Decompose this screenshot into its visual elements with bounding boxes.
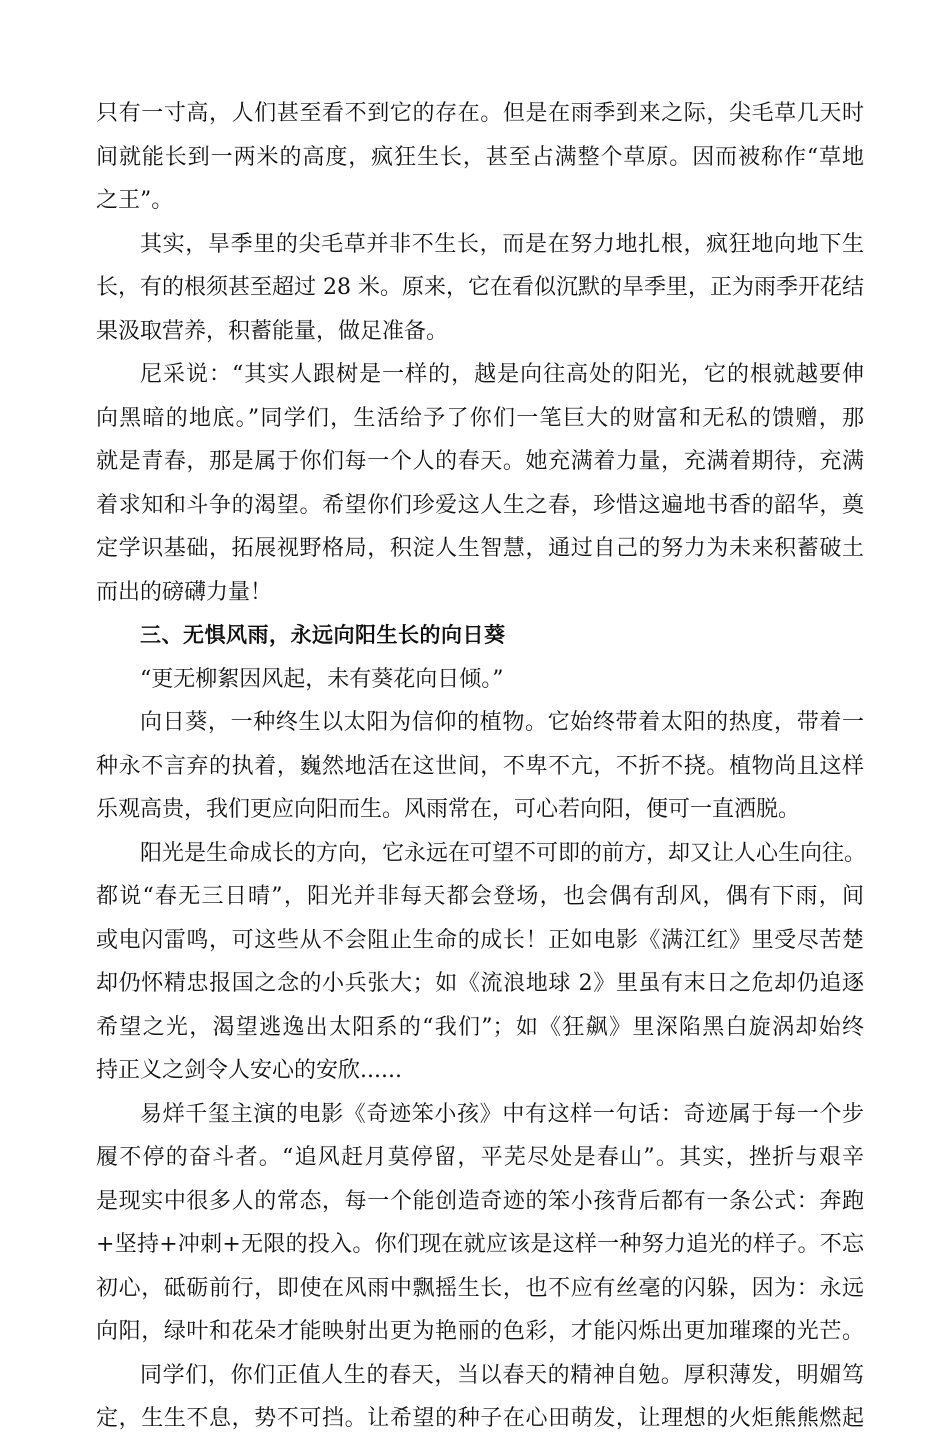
- text-line: 乐观高贵，我们更应向阳而生。风雨常在，可心若向阳，便可一直洒脱。: [96, 797, 801, 822]
- text-line: 定，生生不息，势不可挡。让希望的种子在心田萌发，让理想的火炬熊熊燃起: [96, 1406, 864, 1431]
- text-line: 果汲取营养，积蓄能量，做足准备。: [96, 318, 449, 344]
- text-line: 向阳，绿叶和花朵才能映射出更为艳丽的色彩，才能闪烁出更加璀璨的光芒。: [96, 1319, 864, 1344]
- text-line: 却仍怀精忠报国之念的小兵张大；如《流浪地球 2》里虽有末日之危却仍追逐: [96, 971, 864, 996]
- text-line: “更无柳絮因风起，未有葵花向日倾。”: [140, 666, 504, 692]
- text-line: 向日葵，一种终生以太阳为信仰的植物。它始终带着太阳的热度，带着一: [140, 710, 864, 735]
- text-line: 都说“春无三日晴”，阳光并非每天都会登场，也会偶有刮风，偶有下雨，间: [96, 884, 864, 909]
- text-line: 同学们，你们正值人生的春天，当以春天的精神自勉。厚积薄发，明媚笃: [140, 1362, 864, 1388]
- text-line: 着求知和斗争的渴望。希望你们珍爱这人生之春，珍惜这遍地书香的韶华，奠: [96, 492, 864, 518]
- text-line: 履不停的奋斗者。“追风赶月莫停留，平芜尽处是春山”。其实，挫折与艰辛: [96, 1145, 864, 1170]
- text-line: 易烊千玺主演的电影《奇迹笨小孩》中有这样一句话：奇迹属于每一个步: [140, 1101, 864, 1127]
- text-line: 是现实中很多人的常态，每一个能创造奇迹的笨小孩背后都有一条公式：奔跑: [96, 1188, 864, 1214]
- text-line: 而出的磅礴力量！: [96, 579, 273, 605]
- text-line: 阳光是生命成长的方向，它永远在可望不可即的前方，却又让人心生向往。: [140, 840, 867, 866]
- document-body: [96, 92, 867, 1441]
- text-line: +坚持+冲刺+无限的投入。你们现在就应该是这样一种努力追光的样子。不忘: [96, 1232, 864, 1257]
- text-line: 之王”。: [96, 188, 174, 213]
- text-line: 就是青春，那是属于你们每一个人的春天。她充满着力量，充满着期待，充满: [96, 449, 864, 474]
- text-line: 其实，旱季里的尖毛草并非不生长，而是在努力地扎根，疯狂地向地下生: [140, 231, 864, 257]
- text-line: 或电闪雷鸣，可这些从不会阻止生命的成长！正如电影《满江红》里受尽苦楚: [96, 927, 864, 953]
- text-line: 向黑暗的地底。”同学们，生活给予了你们一笔巨大的财富和无私的馈赠，那: [96, 405, 864, 431]
- section-heading: 三、无惧风雨，永远向阳生长的向日葵: [140, 623, 506, 647]
- text-line: 持正义之剑令人安心的安欣......: [96, 1058, 402, 1083]
- text-line: 长，有的根须甚至超过 28 米。原来，它在看似沉默的旱季里，正为雨季开花结: [96, 275, 864, 300]
- text-line: 种永不言弃的执着，巍然地活在这世间，不卑不亢，不折不挠。植物尚且这样: [96, 753, 864, 779]
- text-line: 只有一寸高，人们甚至看不到它的存在。但是在雨季到来之际，尖毛草几天时: [96, 101, 864, 126]
- text-line: 尼采说：“其实人跟树是一样的，越是向往高处的阳光，它的根就越要伸: [140, 362, 864, 387]
- text-line: 定学识基础，拓展视野格局，积淀人生智慧，通过自己的努力为未来积蓄破土: [96, 536, 864, 561]
- text-line: 初心，砥砺前行，即使在风雨中飘摇生长，也不应有丝毫的闪躲，因为：永远: [96, 1275, 864, 1301]
- text-line: 间就能长到一两米的高度，疯狂生长，甚至占满整个草原。因而被称作“草地: [96, 144, 864, 170]
- text-line: 希望之光，渴望逃逸出太阳系的“我们”；如《狂飙》里深陷黑白旋涡却始终: [96, 1014, 864, 1040]
